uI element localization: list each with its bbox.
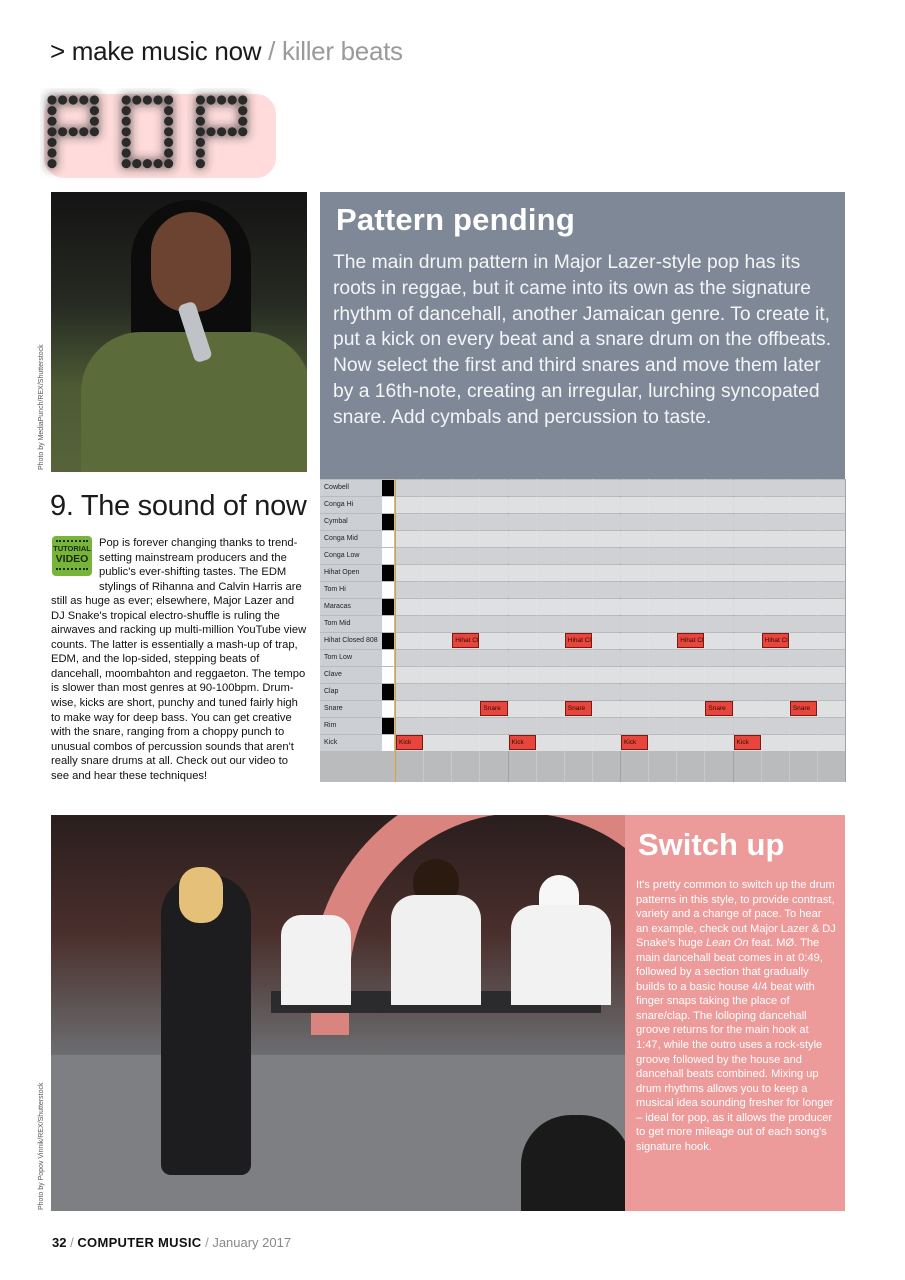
logo-dot — [238, 117, 247, 126]
drum-row-track[interactable] — [395, 667, 845, 683]
logo-dot — [228, 127, 237, 136]
drum-row-track[interactable] — [395, 701, 845, 717]
logo-dot — [69, 127, 78, 136]
drum-row-label: Snare — [320, 701, 382, 717]
logo-dot — [196, 148, 205, 157]
logo-dot — [79, 95, 88, 104]
logo-dot — [206, 127, 215, 136]
logo-dot — [164, 127, 173, 136]
logo-dot — [58, 95, 67, 104]
logo-dot — [164, 159, 173, 168]
drum-note[interactable]: Kick — [396, 735, 423, 750]
drum-row-track[interactable] — [395, 514, 845, 530]
piano-key[interactable] — [382, 599, 394, 615]
drum-note[interactable]: Kick — [734, 735, 761, 750]
logo-dot — [90, 127, 99, 136]
drum-row-track[interactable] — [395, 616, 845, 632]
logo-dot — [164, 138, 173, 147]
issue-date: January 2017 — [212, 1235, 292, 1250]
logo-dot — [217, 95, 226, 104]
piano-key[interactable] — [382, 548, 394, 564]
drum-row-label: Hihat Closed 808 — [320, 633, 382, 649]
logo-dot — [122, 148, 131, 157]
logo-dot — [122, 95, 131, 104]
major-lazer-photo — [51, 815, 625, 1211]
pattern-body: The main drum pattern in Major Lazer-style pop has its roots in reggae, but it came into its own as the signature rhythm of dancehall, another Jamaican genre. To create it, put a kick on every beat and a snare drum on the offbeats. Now select the first and third snares and move them later by a 16th-note, creating an irregular, lurching syncopated snare. Add cymbals and percussion to taste. — [333, 252, 832, 428]
piano-key[interactable] — [382, 565, 394, 581]
logo-dot — [132, 95, 141, 104]
logo-dot — [132, 159, 141, 168]
switch-body — [636, 878, 836, 1154]
badge-line2: VIDEO — [55, 553, 89, 565]
grid-line — [845, 479, 846, 782]
piano-key[interactable] — [382, 531, 394, 547]
drum-row-label: Hihat Open — [320, 565, 382, 581]
subsection-name: killer beats — [282, 36, 403, 66]
logo-dot — [196, 127, 205, 136]
switch-title: Switch up — [638, 827, 785, 862]
logo-dot — [90, 106, 99, 115]
logo-dot — [164, 148, 173, 157]
drum-note[interactable]: Hihat Cl — [677, 633, 704, 648]
logo-dot — [122, 117, 131, 126]
drum-row-label: Cymbal — [320, 514, 382, 530]
pop-logo — [40, 88, 280, 184]
logo-dot — [122, 127, 131, 136]
drum-row-label: Tom Hi — [320, 582, 382, 598]
drum-row-track[interactable] — [395, 599, 845, 615]
drum-row-label: Clave — [320, 667, 382, 683]
logo-dot — [143, 95, 152, 104]
article-title: 9. The sound of now — [50, 490, 307, 522]
song-title: Lean On — [705, 937, 749, 950]
rihanna-photo — [51, 192, 307, 472]
drum-row-label: Cowbell — [320, 480, 382, 496]
logo-dot — [238, 127, 247, 136]
logo-dot — [206, 95, 215, 104]
logo-dot — [122, 159, 131, 168]
article-text: Pop is forever changing thanks to trend-setting mainstream producers and the public's ever-shifting tastes. The EDM stylings of Rihanna and Calvin Harris are still as huge as ever; elsewhere, Major Lazer and DJ Snake's tropical electro-shuffle is ruling the airwaves and racking up multi-million YouTube view counts. The latter is essentially a mash-up of trap, EDM, and the lop-sided, stepping beats of dancehall, moombahton and reggaeton. The tempo is slower than most genres at 90-100bpm. Drum-wise, kicks are short, punchy and tuned fairly high to make way for deep bass. You can get creative with the snare, ranging from a choppy punch to unusual combos of percussion sounds that aren't really snare drums at all. Check out our video to see and hear these techniques! — [51, 537, 307, 782]
drum-row-label: Rim — [320, 718, 382, 734]
photo-credit: Photo by Popov Vinnik/REX/Shutterstock — [38, 1082, 45, 1210]
logo-dot — [122, 138, 131, 147]
logo-dot — [47, 138, 56, 147]
drum-note[interactable]: Snare — [480, 701, 507, 716]
logo-dot — [196, 138, 205, 147]
drum-row-track[interactable] — [395, 718, 845, 734]
drum-row-label: Conga Hi — [320, 497, 382, 513]
magazine-name: COMPUTER MUSIC — [77, 1235, 202, 1250]
drum-row-track[interactable] — [395, 684, 845, 700]
drum-row-label: Tom Mid — [320, 616, 382, 632]
drum-row-track[interactable] — [395, 650, 845, 666]
logo-dot — [79, 127, 88, 136]
footer-separator: / — [70, 1235, 74, 1250]
logo-dot — [47, 148, 56, 157]
piano-key[interactable] — [382, 718, 394, 734]
drum-row-track[interactable] — [395, 548, 845, 564]
drum-row-track[interactable] — [395, 565, 845, 581]
logo-dot — [122, 106, 131, 115]
logo-dot — [143, 159, 152, 168]
logo-dot — [153, 159, 162, 168]
switch-body-end: feat. MØ. The main dancehall beat comes in at 0:49, followed by a section that gradually builds to a basic house 4/4 beat with finger snaps taking the place of snare/clap. The lolloping dancehall groove returns for the main hook at 1:47, while the outro uses a rock-style groove followed by the house and dancehall beats combined. Mixing up drum rhythms allows you to keep a musical idea sounding fresher for longer – ideal for pop, as it allows the producer to get more mileage out of each song's signature hook. — [636, 937, 834, 1153]
piano-key[interactable] — [382, 667, 394, 683]
piano-key[interactable] — [382, 701, 394, 717]
drum-row-track[interactable] — [395, 480, 845, 496]
piano-key[interactable] — [382, 650, 394, 666]
piano-key[interactable] — [382, 497, 394, 513]
pattern-title: Pattern pending — [336, 202, 575, 237]
logo-dot — [228, 95, 237, 104]
logo-dot — [69, 95, 78, 104]
piano-key[interactable] — [382, 735, 394, 751]
drum-note[interactable]: Hihat Cl — [762, 633, 789, 648]
drum-note[interactable]: Hihat Cl — [452, 633, 479, 648]
logo-dot — [90, 95, 99, 104]
drum-row-track[interactable] — [395, 735, 845, 751]
drum-row-label: Tom Low — [320, 650, 382, 666]
drum-note[interactable]: Snare — [565, 701, 592, 716]
switch-body-start: It's pretty common to switch up the drum patterns in this style, to provide contrast, variety and a change of pace. To hear an example, check out Major Lazer & DJ Snake's huge — [636, 879, 836, 950]
switch-up-box — [625, 815, 845, 1211]
drum-note[interactable]: Hihat Cl — [565, 633, 592, 648]
logo-dot — [238, 95, 247, 104]
page-number: 32 — [52, 1235, 67, 1250]
badge-line1: TUTORIAL — [53, 544, 91, 553]
tutorial-video-badge[interactable] — [52, 536, 92, 576]
logo-dot — [238, 106, 247, 115]
piano-key[interactable] — [382, 582, 394, 598]
drum-note[interactable]: Snare — [790, 701, 817, 716]
drum-pattern-grid — [320, 479, 845, 782]
logo-dot — [153, 95, 162, 104]
piano-key[interactable] — [382, 633, 394, 649]
drum-row-track[interactable] — [395, 582, 845, 598]
page-footer — [52, 1235, 291, 1250]
logo-dot — [47, 95, 56, 104]
photo-credit: Photo by MediaPunch/REX/Shutterstock — [38, 344, 45, 470]
logo-dot — [90, 117, 99, 126]
logo-dot — [164, 95, 173, 104]
section-name: > make music now — [50, 36, 262, 66]
logo-dot — [47, 106, 56, 115]
logo-dot — [196, 159, 205, 168]
piano-key[interactable] — [382, 684, 394, 700]
drum-row-track[interactable] — [395, 531, 845, 547]
drum-row-label: Conga Mid — [320, 531, 382, 547]
logo-dot — [58, 127, 67, 136]
logo-dot — [47, 127, 56, 136]
piano-key[interactable] — [382, 480, 394, 496]
drum-row-label: Clap — [320, 684, 382, 700]
logo-dot — [47, 159, 56, 168]
logo-dot — [196, 117, 205, 126]
playhead — [395, 479, 396, 782]
header-separator: / — [268, 36, 276, 66]
pattern-pending-box — [320, 192, 845, 480]
drum-note[interactable]: Kick — [509, 735, 536, 750]
footer-separator: / — [205, 1235, 209, 1250]
logo-dot — [164, 117, 173, 126]
section-header — [50, 36, 403, 67]
logo-dot — [196, 95, 205, 104]
logo-dot — [196, 106, 205, 115]
piano-key[interactable] — [382, 514, 394, 530]
logo-dot — [217, 127, 226, 136]
drum-row-track[interactable] — [395, 497, 845, 513]
drum-row-label: Kick — [320, 735, 382, 751]
logo-dot — [164, 106, 173, 115]
drum-row-label: Conga Low — [320, 548, 382, 564]
drum-row-label: Maracas — [320, 599, 382, 615]
logo-dot — [47, 117, 56, 126]
drum-note[interactable]: Snare — [705, 701, 732, 716]
piano-key[interactable] — [382, 616, 394, 632]
drum-note[interactable]: Kick — [621, 735, 648, 750]
